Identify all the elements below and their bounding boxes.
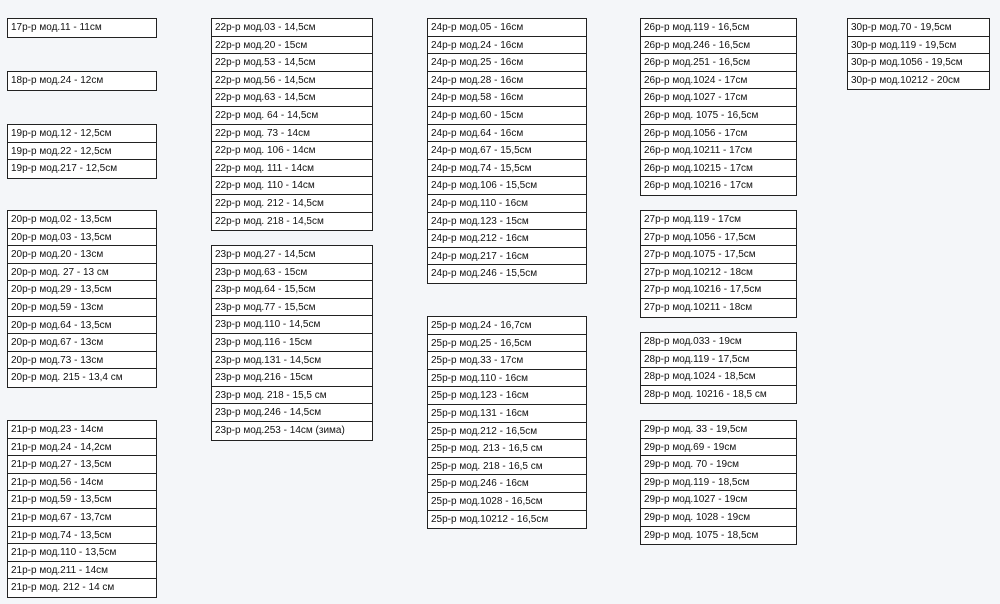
size-26-group (640, 18, 797, 196)
list-item: 19р-р мод.12 - 12,5см (8, 125, 156, 143)
list-item: 22р-р мод. 111 - 14см (212, 160, 372, 178)
list-item: 21р-р мод.110 - 13,5см (8, 544, 156, 562)
list-item: 20р-р мод.29 - 13,5см (8, 281, 156, 299)
list-item: 22р-р мод. 212 - 14,5см (212, 195, 372, 213)
list-item: 20р-р мод.02 - 13,5см (8, 211, 156, 229)
list-item: 21р-р мод. 212 - 14 см (11, 582, 115, 594)
list-item: 20р-р мод.20 - 13см (8, 246, 156, 264)
list-item: 27р-р мод.10212 - 18см (641, 264, 796, 282)
list-item: 24р-р мод.110 - 16см (428, 195, 586, 213)
list-item: 30р-р мод.10212 - 20см (851, 74, 960, 86)
list-item: 20р-р мод.67 - 13см (8, 334, 156, 352)
list-item: 20р-р мод.03 - 13,5см (8, 229, 156, 247)
list-item: 23р-р мод.246 - 14,5см (212, 404, 372, 422)
list-item: 28р-р мод.033 - 19см (641, 333, 796, 351)
size-27-group (640, 210, 797, 318)
list-item: 25р-р мод. 213 - 16,5 см (428, 440, 586, 458)
size-17-group (7, 18, 157, 38)
list-item: 25р-р мод.246 - 16см (428, 475, 586, 493)
list-item: 21р-р мод.24 - 14,2см (8, 439, 156, 457)
list-item: 29р-р мод. 33 - 19,5см (641, 421, 796, 439)
list-item: 25р-р мод.1028 - 16,5см (428, 493, 586, 511)
list-item: 25р-р мод.131 - 16см (428, 405, 586, 423)
list-item: 26р-р мод. 1075 - 16,5см (641, 107, 796, 125)
list-item: 25р-р мод.33 - 17см (428, 352, 586, 370)
list-item: 21р-р мод.27 - 13,5см (8, 456, 156, 474)
list-item: 23р-р мод.63 - 15см (212, 264, 372, 282)
list-item: 25р-р мод. 218 - 16,5 см (428, 458, 586, 476)
list-item: 22р-р мод.03 - 14,5см (212, 19, 372, 37)
list-item: 26р-р мод.10211 - 17см (641, 142, 796, 160)
list-item: 24р-р мод.74 - 15,5см (428, 160, 586, 178)
list-item: 30р-р мод.1056 - 19,5см (848, 54, 989, 72)
list-item: 21р-р мод.74 - 13,5см (8, 527, 156, 545)
list-item: 24р-р мод.25 - 16см (428, 54, 586, 72)
size-18-group (7, 71, 157, 91)
list-item: 27р-р мод.119 - 17см (641, 211, 796, 229)
list-item: 23р-р мод.27 - 14,5см (212, 246, 372, 264)
list-item: 21р-р мод.56 - 14см (8, 474, 156, 492)
list-item: 22р-р мод. 106 - 14см (212, 142, 372, 160)
list-item: 26р-р мод.1024 - 17см (641, 72, 796, 90)
list-item: 23р-р мод. 218 - 15,5 см (212, 387, 372, 405)
list-item: 26р-р мод.1056 - 17см (641, 125, 796, 143)
list-item: 19р-р мод.217 - 12,5см (11, 163, 118, 175)
list-item: 24р-р мод.64 - 16см (428, 125, 586, 143)
size-20-group (7, 210, 157, 388)
size-24-group (427, 18, 587, 284)
list-item: 28р-р мод. 10216 - 18,5 см (644, 388, 767, 400)
list-item: 24р-р мод.58 - 16см (428, 89, 586, 107)
list-item: 20р-р мод. 27 - 13 см (8, 264, 156, 282)
list-item: 23р-р мод.116 - 15см (212, 334, 372, 352)
list-item: 26р-р мод.246 - 16,5см (641, 37, 796, 55)
size-21-group (7, 420, 157, 598)
list-item: 21р-р мод.67 - 13,7см (8, 509, 156, 527)
list-item: 23р-р мод.77 - 15,5см (212, 299, 372, 317)
list-item: 24р-р мод.246 - 15,5см (431, 268, 538, 280)
size-29-group (640, 420, 797, 545)
list-item: 22р-р мод.20 - 15см (212, 37, 372, 55)
list-item: 25р-р мод.10212 - 16,5см (431, 513, 549, 525)
list-item: 24р-р мод.212 - 16см (428, 230, 586, 248)
size-23-group (211, 245, 373, 441)
list-item: 27р-р мод.10216 - 17,5см (641, 281, 796, 299)
size-28-group (640, 332, 797, 404)
list-item: 22р-р мод.56 - 14,5см (212, 72, 372, 90)
list-item: 29р-р мод. 1075 - 18,5см (644, 529, 759, 541)
list-item: 26р-р мод.1027 - 17см (641, 89, 796, 107)
list-item: 22р-р мод. 73 - 14см (212, 125, 372, 143)
size-22-group (211, 18, 373, 231)
list-item: 21р-р мод.59 - 13,5см (8, 491, 156, 509)
list-item: 30р-р мод.70 - 19,5см (848, 19, 989, 37)
list-item: 29р-р мод.1027 - 19см (641, 491, 796, 509)
list-item: 25р-р мод.25 - 16,5см (428, 335, 586, 353)
list-item: 25р-р мод.24 - 16,7см (428, 317, 586, 335)
list-item: 17р-р мод.11 - 11см (11, 22, 102, 33)
list-item: 23р-р мод.64 - 15,5см (212, 281, 372, 299)
list-item: 29р-р мод. 1028 - 19см (641, 509, 796, 527)
list-item: 23р-р мод.110 - 14,5см (212, 316, 372, 334)
list-item: 26р-р мод.251 - 16,5см (641, 54, 796, 72)
list-item: 24р-р мод.217 - 16см (428, 248, 586, 266)
list-item: 22р-р мод. 64 - 14,5см (212, 107, 372, 125)
list-item: 25р-р мод.110 - 16см (428, 370, 586, 388)
size-19-group (7, 124, 157, 179)
list-item: 22р-р мод.63 - 14,5см (212, 89, 372, 107)
list-item: 24р-р мод.60 - 15см (428, 107, 586, 125)
list-item: 23р-р мод.131 - 14,5см (212, 352, 372, 370)
list-item: 24р-р мод.24 - 16см (428, 37, 586, 55)
list-item: 21р-р мод.23 - 14см (8, 421, 156, 439)
list-item: 19р-р мод.22 - 12,5см (8, 143, 156, 161)
list-item: 18р-р мод.24 - 12см (11, 75, 104, 86)
size-25-group (427, 316, 587, 529)
list-item: 30р-р мод.119 - 19,5см (848, 37, 989, 55)
list-item: 24р-р мод.67 - 15,5см (428, 142, 586, 160)
list-item: 26р-р мод.10215 - 17см (641, 160, 796, 178)
list-item: 20р-р мод.59 - 13см (8, 299, 156, 317)
list-item: 20р-р мод. 215 - 13,4 см (11, 372, 123, 384)
list-item: 22р-р мод. 110 - 14см (212, 177, 372, 195)
list-item: 20р-р мод.73 - 13см (8, 352, 156, 370)
list-item: 26р-р мод.119 - 16,5см (641, 19, 796, 37)
list-item: 29р-р мод. 70 - 19см (641, 456, 796, 474)
list-item: 26р-р мод.10216 - 17см (644, 180, 753, 192)
list-item: 24р-р мод.28 - 16см (428, 72, 586, 90)
list-item: 23р-р мод.216 - 15см (212, 369, 372, 387)
list-item: 29р-р мод.69 - 19см (641, 439, 796, 457)
list-item: 22р-р мод.53 - 14,5см (212, 54, 372, 72)
list-item: 21р-р мод.211 - 14см (8, 562, 156, 580)
list-item: 25р-р мод.212 - 16,5см (428, 423, 586, 441)
list-item: 25р-р мод.123 - 16см (428, 387, 586, 405)
list-item: 27р-р мод.1075 - 17,5см (641, 246, 796, 264)
list-item: 24р-р мод.106 - 15,5см (428, 177, 586, 195)
size-30-group (847, 18, 990, 90)
list-item: 28р-р мод.1024 - 18,5см (641, 368, 796, 386)
list-item: 24р-р мод.05 - 16см (428, 19, 586, 37)
list-item: 22р-р мод. 218 - 14,5см (215, 215, 324, 227)
list-item: 24р-р мод.123 - 15см (428, 213, 586, 231)
list-item: 20р-р мод.64 - 13,5см (8, 317, 156, 335)
list-item: 28р-р мод.119 - 17,5см (641, 351, 796, 369)
list-item: 29р-р мод.119 - 18,5см (641, 474, 796, 492)
list-item: 23р-р мод.253 - 14см (зима) (215, 424, 345, 436)
list-item: 27р-р мод.10211 - 18см (644, 301, 753, 313)
list-item: 27р-р мод.1056 - 17,5см (641, 229, 796, 247)
